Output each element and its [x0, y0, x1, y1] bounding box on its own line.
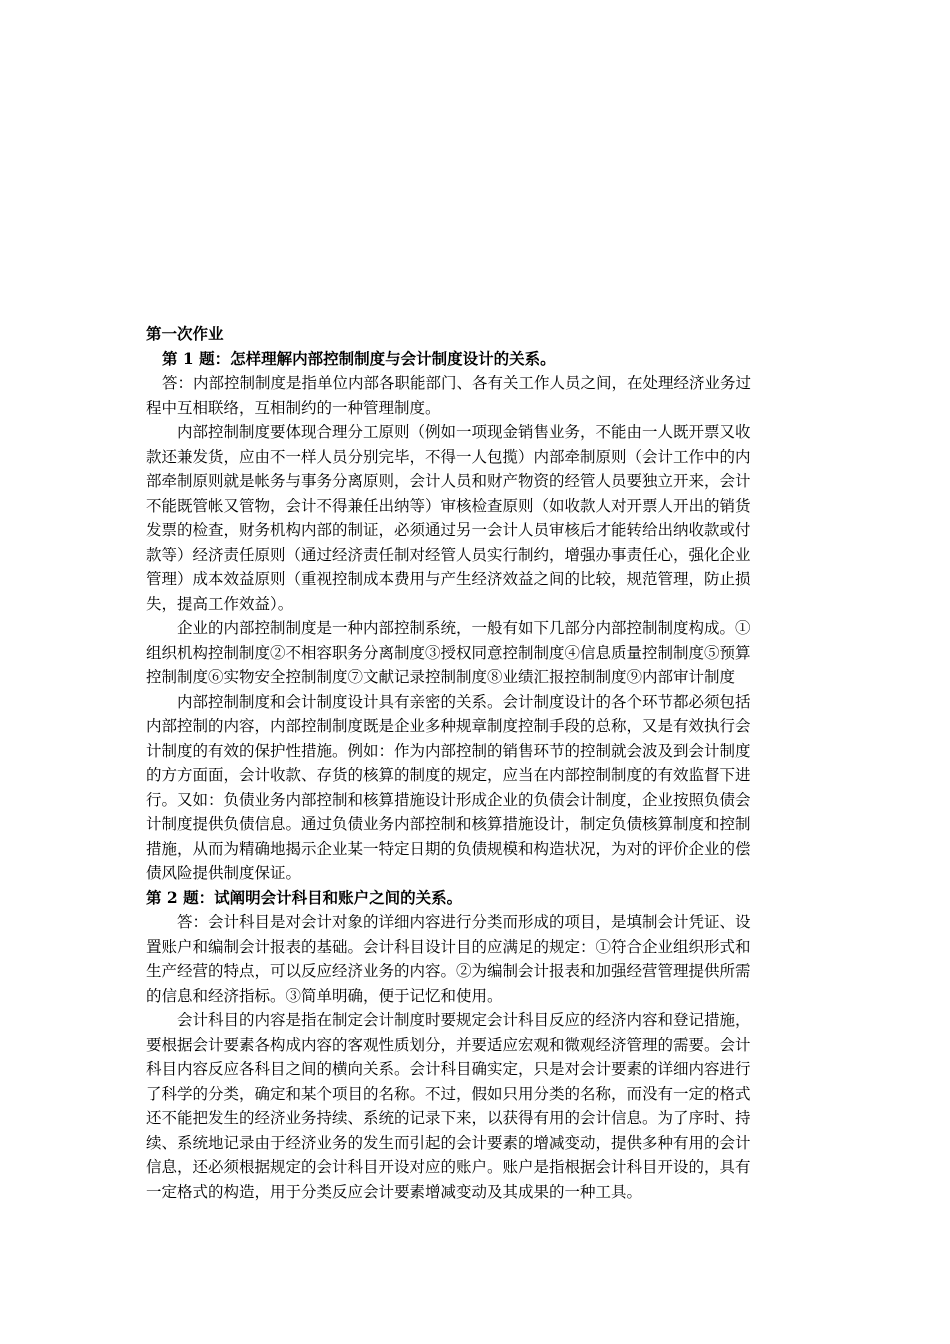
- paragraph-line: 还不能把发生的经济业务持续、系统的记录下来，以获得有用的会计信息。为了序时、持: [146, 1109, 751, 1127]
- paragraph-line: 款等）经济责任原则（通过经济责任制对经管人员实行制约，增强办事责任心，强化企业: [146, 545, 751, 564]
- question-2-heading: 第 2 题：试阐明会计科目和账户之间的关系。: [146, 887, 463, 907]
- paragraph-line: 信息，还必须根据规定的会计科目开设对应的账户。账户是指根据会计科目开设的，具有: [146, 1158, 751, 1176]
- paragraph-line: 组织机构控制制度②不相容职务分离制度③授权同意控制制度④信息质量控制制度⑤预算: [146, 643, 751, 662]
- question-1-heading: 第 1 题：怎样理解内部控制制度与会计制度设计的关系。: [162, 348, 556, 368]
- document-page: [146, 322, 810, 1204]
- paragraph-line: 程中互相联络，互相制约的一种管理制度。: [146, 398, 441, 417]
- paragraph-line: 企业的内部控制制度是一种内部控制系统，一般有如下几部分内部控制制度构成。①: [177, 619, 751, 637]
- paragraph-line: 科目内容反应各科目之间的横向关系。会计科目确实定，只是对会计要素的详细内容进行: [146, 1060, 751, 1078]
- paragraph-line: 内部控制制度要体现合理分工原则（例如一项现金销售业务，不能由一人既开票又收: [177, 423, 751, 441]
- paragraph-line: 的方方面面，会计收款、存货的核算的制度的规定，应当在内部控制制度的有效监督下进: [146, 766, 751, 784]
- paragraph-line: 的信息和经济指标。③简单明确，便于记忆和使用。: [146, 986, 503, 1005]
- paragraph-line: 控制制度⑥实物安全控制制度⑦文献记录控制制度⑧业绩汇报控制制度⑨内部审计制度: [146, 668, 736, 686]
- paragraph-line: 计制度提供负债信息。通过负债业务内部控制和核算措施设计，制定负债核算制度和控制: [146, 815, 751, 833]
- paragraph-line: 续、系统地记录由于经济业务的发生而引起的会计要素的增减变动，提供多种有用的会计: [146, 1133, 751, 1152]
- paragraph-line: 管理）成本效益原则（重视控制成本费用与产生经济效益之间的比较，规范管理，防止损: [146, 570, 751, 588]
- paragraph-line: 款还兼发货，应由不一样人员分别完毕，不得一人包揽）内部牵制原则（会计工作中的内: [146, 447, 751, 466]
- paragraph-line: 行。又如：负债业务内部控制和核算措施设计形成企业的负债会计制度，企业按照负债会: [146, 790, 751, 809]
- paragraph-line: 失，提高工作效益）。: [146, 594, 294, 613]
- q2-answer-paragraph-1: [146, 910, 810, 1008]
- paragraph-line: 答：会计科目是对会计对象的详细内容进行分类而形成的项目，是填制会计凭证、设: [177, 913, 751, 931]
- q1-answer-paragraph-1: [146, 371, 810, 420]
- q2-answer-paragraph-2: [146, 1008, 810, 1204]
- paragraph-line: 不能既管帐又管物，会计不得兼任出纳等）审核检查原则（如收款人对开票人开出的销货: [146, 496, 751, 515]
- question-1: [146, 347, 810, 886]
- paragraph-line: 发票的检查，财务机构内部的制证，必须通过另一会计人员审核后才能转给出纳收款或付: [146, 521, 751, 539]
- paragraph-line: 会计科目的内容是指在制定会计制度时要规定会计科目反应的经济内容和登记措施，: [177, 1011, 751, 1029]
- paragraph-line: 了科学的分类，确定和某个项目的名称。不过，假如只用分类的名称，而没有一定的格式: [146, 1084, 751, 1103]
- document-title: 第一次作业: [146, 324, 224, 343]
- paragraph-line: 措施，从而为精确地揭示企业某一特定日期的负债规模和构造状况，为对的评价企业的偿: [146, 839, 751, 858]
- paragraph-line: 内部控制的内容，内部控制制度既是企业多种规章制度控制手段的总称，又是有效执行会: [146, 717, 751, 735]
- paragraph-line: 答：内部控制制度是指单位内部各职能部门、各有关工作人员之间，在处理经济业务过: [162, 374, 752, 392]
- q1-answer-paragraph-2: [146, 420, 810, 616]
- paragraph-line: 生产经营的特点，可以反应经济业务的内容。②为编制会计报表和加强经营管理提供所需: [146, 962, 751, 980]
- paragraph-line: 部牵制原则就是帐务与事务分离原则，会计人员和财产物资的经管人员要独立开来，会计: [146, 472, 751, 490]
- q1-answer-paragraph-3: [146, 616, 810, 690]
- paragraph-line: 一定格式的构造，用于分类反应会计要素增减变动及其成果的一种工具。: [146, 1182, 643, 1201]
- question-2: [146, 886, 810, 1205]
- paragraph-line: 置账户和编制会计报表的基础。会计科目设计目的应满足的规定：①符合企业组织形式和: [146, 937, 751, 956]
- q1-answer-paragraph-4: [146, 690, 810, 886]
- paragraph-line: 计制度的有效的保护性措施。例如：作为内部控制的销售环节的控制就会波及到会计制度: [146, 741, 751, 760]
- paragraph-line: 债风险提供制度保证。: [146, 864, 302, 882]
- paragraph-line: 内部控制制度和会计制度设计具有亲密的关系。会计制度设计的各个环节都必须包括: [177, 692, 751, 711]
- paragraph-line: 要根据会计要素各构成内容的客观性质划分，并要适应宏观和微观经济管理的需要。会计: [146, 1035, 751, 1054]
